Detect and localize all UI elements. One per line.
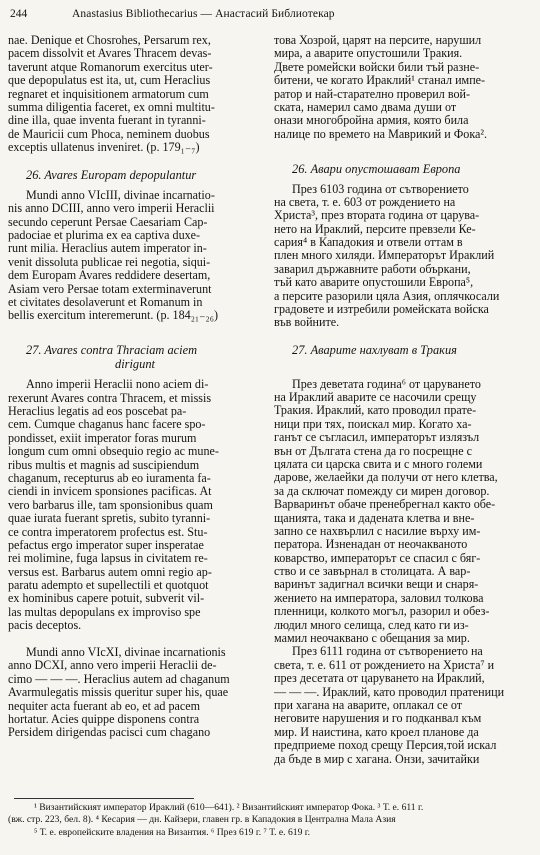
text-line: exceptis ullatenus inveniret. (p. 179₁₋₇) <box>8 141 200 155</box>
text-line: ганът се съгласил, императорът излязъл <box>274 431 480 445</box>
latin-intro <box>8 34 262 155</box>
text-line: versus est. Barbarus autem omni regio ap- <box>8 565 212 579</box>
text-line: щанията, така и дадената клетва и вне- <box>274 511 475 525</box>
text-line: предприеме поход срещу Персия,той искал <box>274 739 497 753</box>
bulgarian-section-28 <box>274 645 532 766</box>
text-line: Anno imperii Heraclii nono aciem di- <box>26 378 209 392</box>
text-line: да бъде в мир с хагана. Онзи, зачитайки <box>274 752 480 766</box>
section-heading: 27. Аварите нахлуват в Тракия <box>292 343 457 358</box>
text-line: Asiam vero Persae totam exterminaverunt <box>8 282 212 296</box>
text-line: de Mauricii cum Phoca, neminem duobus <box>8 127 210 141</box>
text-line: nequiter acta fuerant ab eo, et ad pacem <box>8 699 201 713</box>
footnotes <box>8 802 532 839</box>
text-line: cem. Cumque chaganus hanc facere spo- <box>8 418 206 432</box>
text-line: пленници, колкото могъл, разорил и обез- <box>274 605 490 619</box>
text-line: мир. И наистина, като кроел планове да <box>274 725 479 739</box>
text-line: цялата си царска свита и с много големи <box>274 457 483 471</box>
text-line: Avarmulegatis missis queritur super his, quae <box>8 686 229 700</box>
text-line: мира, а аварите опустошили Тракия. <box>274 47 463 61</box>
text-line: longum cum omni obsequio regio ac mune- <box>8 445 219 459</box>
text-line: ратор и най-старателно проверил вой- <box>274 87 471 101</box>
text-line: заварил държавните работи объркани, <box>274 262 471 276</box>
text-line: Persidem dirigendas pacisci cum chagano <box>8 726 211 740</box>
text-line: През 6111 година от сътворението на <box>292 645 483 659</box>
latin-section-28 <box>8 646 262 740</box>
text-line: paratu adempto et supellectili et quotquot <box>8 579 209 593</box>
text-line: venit dissoluta publicae rei negotia, siqui- <box>8 255 211 269</box>
text-line: las multas depopulans ex improviso spe <box>8 605 201 619</box>
text-line: et civitates desolaverunt et Romanum in <box>8 296 203 310</box>
text-line: а персите разорили цяла Азия, оплячкосали <box>274 289 500 303</box>
text-line: людил много селища, след като ги из- <box>274 618 469 632</box>
text-line: anno DCXI, anno vero imperii Heraclii de- <box>8 659 217 673</box>
text-line: regnaret et inquisitionem armatorum cum <box>8 87 209 101</box>
text-line: нето на Ираклий, персите превзели Ке- <box>274 222 476 236</box>
text-line: nae. Denique et Chosrohes, Persarum rex, <box>8 34 211 47</box>
text-line: мамил неочаквано с обещания за мир. <box>274 632 470 646</box>
text-line: chaganum, recepturus ab eo iuramenta fa- <box>8 471 211 485</box>
text-line: ce contra imperatorem profectus est. Stu- <box>8 525 208 539</box>
text-line: ciendi in invicem sponsiones pacificas. At <box>8 485 212 499</box>
text-line: на света, т. е. 603 от рождението на <box>274 195 456 209</box>
text-line: варинът задигнал всички вещи и снаря- <box>274 578 479 592</box>
text-line: taverunt atque Romanorum exercitus uter- <box>8 60 213 74</box>
text-line: През деветата година⁶ от царуването <box>292 377 481 391</box>
text-line: dem Europam Avares reddidere desertam, <box>8 269 211 283</box>
text-line: Heraclius legatis ad eos poscebat pa- <box>8 404 187 418</box>
text-line: nis anno DCIII, anno vero imperii Heraclii <box>8 202 215 216</box>
text-line: pacis deceptos. <box>8 619 82 633</box>
text-line: жението на императора, заловил толкова <box>274 591 484 605</box>
text-line: при хагана на аварите, оплакал се от <box>274 698 463 712</box>
latin-column <box>8 34 262 740</box>
text-line: secundo ceperunt Persae Caesariam Cap- <box>8 215 208 229</box>
text-line: summa diligentia faceret, ex omni multitu- <box>8 100 215 114</box>
bulgarian-intro <box>274 34 532 141</box>
latin-section-27 <box>8 378 262 632</box>
text-line: dine illa, quae inventa fuerant in tyranni- <box>8 114 206 128</box>
text-line: ската, намерил само двама души от <box>274 100 457 114</box>
text-line: във войните. <box>274 316 340 330</box>
footnote-line: ⁵ Т. е. европейските владения на Византия. ⁶ През 619 г. ⁷ Т. е. 619 г. <box>34 826 311 838</box>
text-line: коварство, императорът се спасил с бяг- <box>274 551 481 565</box>
text-line: ператора. Изненадан от неочакваното <box>274 538 468 552</box>
text-line: padociae et plurima ex ea captiva duxe- <box>8 229 201 243</box>
page-header <box>10 6 530 22</box>
text-line: Mundi anno VIcXI, divinae incarnationis <box>26 646 226 660</box>
text-line: онази многобройна армия, която била <box>274 114 469 128</box>
text-line: това Хозрой, царят на персите, нарушил <box>274 34 482 47</box>
text-line: ex hominibus capere potuit, subverit vil- <box>8 592 205 606</box>
text-line: ство и се завърнал в столицата. А вар- <box>274 565 471 579</box>
text-line: vero barbarus ille, tam sponsionibus quam <box>8 498 213 512</box>
text-line: налице по времето на Маврикий и Фока². <box>274 127 488 141</box>
text-line: света, т. е. 611 от рождението на Христа⁷ и <box>274 658 495 672</box>
footnote-line: (вж. стр. 223, бел. 8). ⁴ Кесария — дн. Кайзери, главен гр. в Кападокия в Централна Мала Азия <box>8 814 396 826</box>
text-line: que depopulatus est ita, ut, cum Heraclius <box>8 74 211 88</box>
section-heading: 27. Avares contra Thraciam aciem <box>26 343 198 358</box>
text-line: Mundi anno VIcIII, divinae incarnatio- <box>26 188 215 202</box>
text-line: плен много хиляди. Императорът Ираклий <box>274 249 495 263</box>
text-line: Варваринът обаче пренебрегнал както обе- <box>274 498 496 512</box>
text-line: cimo — — —. Heraclius autem ad chaganum <box>8 672 230 686</box>
footnote-line: ¹ Византийският император Ираклий (610—641). ² Византийският император Фока. ³ Т. е. 611 г. <box>34 802 424 813</box>
page-number: 244 <box>10 8 28 20</box>
text-line: запно се нахвърлил с насилие върху им- <box>274 524 481 538</box>
section-heading: 26. Avares Europam depopulantur <box>26 167 197 182</box>
text-line: runt milia. Heraclius autem imperator in- <box>8 242 207 256</box>
text-line: тъй като аварите опустошили Европа⁵, <box>274 276 474 290</box>
section-heading: dirigunt <box>115 357 155 372</box>
latin-section-26 <box>8 189 262 323</box>
text-line: на Ираклий аварите се насочили срещу <box>274 390 477 404</box>
text-line: неговите нарушения и го подканвал към <box>274 712 482 726</box>
text-line: Тракия. Ираклий, като проводил прате- <box>274 404 477 418</box>
bulgarian-section-26 <box>274 183 532 330</box>
footnote-divider <box>14 798 194 799</box>
bulgarian-column <box>274 34 532 766</box>
bulgarian-section-27 <box>274 378 532 646</box>
text-line: битени, че когато Ираклий¹ станал импе- <box>274 74 486 88</box>
text-line: за да сключат помежду си мирен договор. <box>274 484 490 498</box>
text-line: През 6103 година от сътворението <box>292 182 469 196</box>
text-line: bellis exercitum interemerunt. (p. 184₂₁₋₂₆) <box>8 309 218 323</box>
text-line: rexerunt Avares contra Thracem, et missis <box>8 391 212 405</box>
text-line: — — —. Ираклий, като проводил пратеници <box>274 685 505 699</box>
text-line: градовете и изтребили ромейската войска <box>274 303 489 317</box>
text-line: през десетата от царуването на Ираклий, <box>274 672 485 686</box>
text-line: pondisset, exiit imperator foras murum <box>8 431 197 445</box>
text-line: ribus multis et magnis ad suscipiendum <box>8 458 200 472</box>
text-line: ници при тях, поискал мир. Когато ха- <box>274 417 472 431</box>
text-line: Двете ромейски войски били тъй разне- <box>274 60 480 74</box>
text-line: дарове, желаейки да получи от него клетва, <box>274 471 498 485</box>
text-line: hortatur. Acies quippe disponens contra <box>8 712 200 726</box>
text-line: сария⁴ в Кападокия и отвели оттам в <box>274 236 463 250</box>
text-line: rei molimine, fuga lapsus in civitatem re- <box>8 552 208 566</box>
text-line: pefactus ergo imperator super insperatae <box>8 538 204 552</box>
text-line: Христа³, през втората година от царува- <box>274 209 480 223</box>
text-line: вън от Дългата стена да го посрещне с <box>274 444 473 458</box>
section-heading: 26. Авари опустошават Европа <box>292 161 461 176</box>
text-line: quae iurata fuerant spretis, subito tyranni- <box>8 512 211 526</box>
running-title: Anastasius Bibliothecarius — Анастасий Библиотекар <box>72 8 335 20</box>
text-line: pacem dissolvit et Avares Thracem devas- <box>8 47 212 61</box>
